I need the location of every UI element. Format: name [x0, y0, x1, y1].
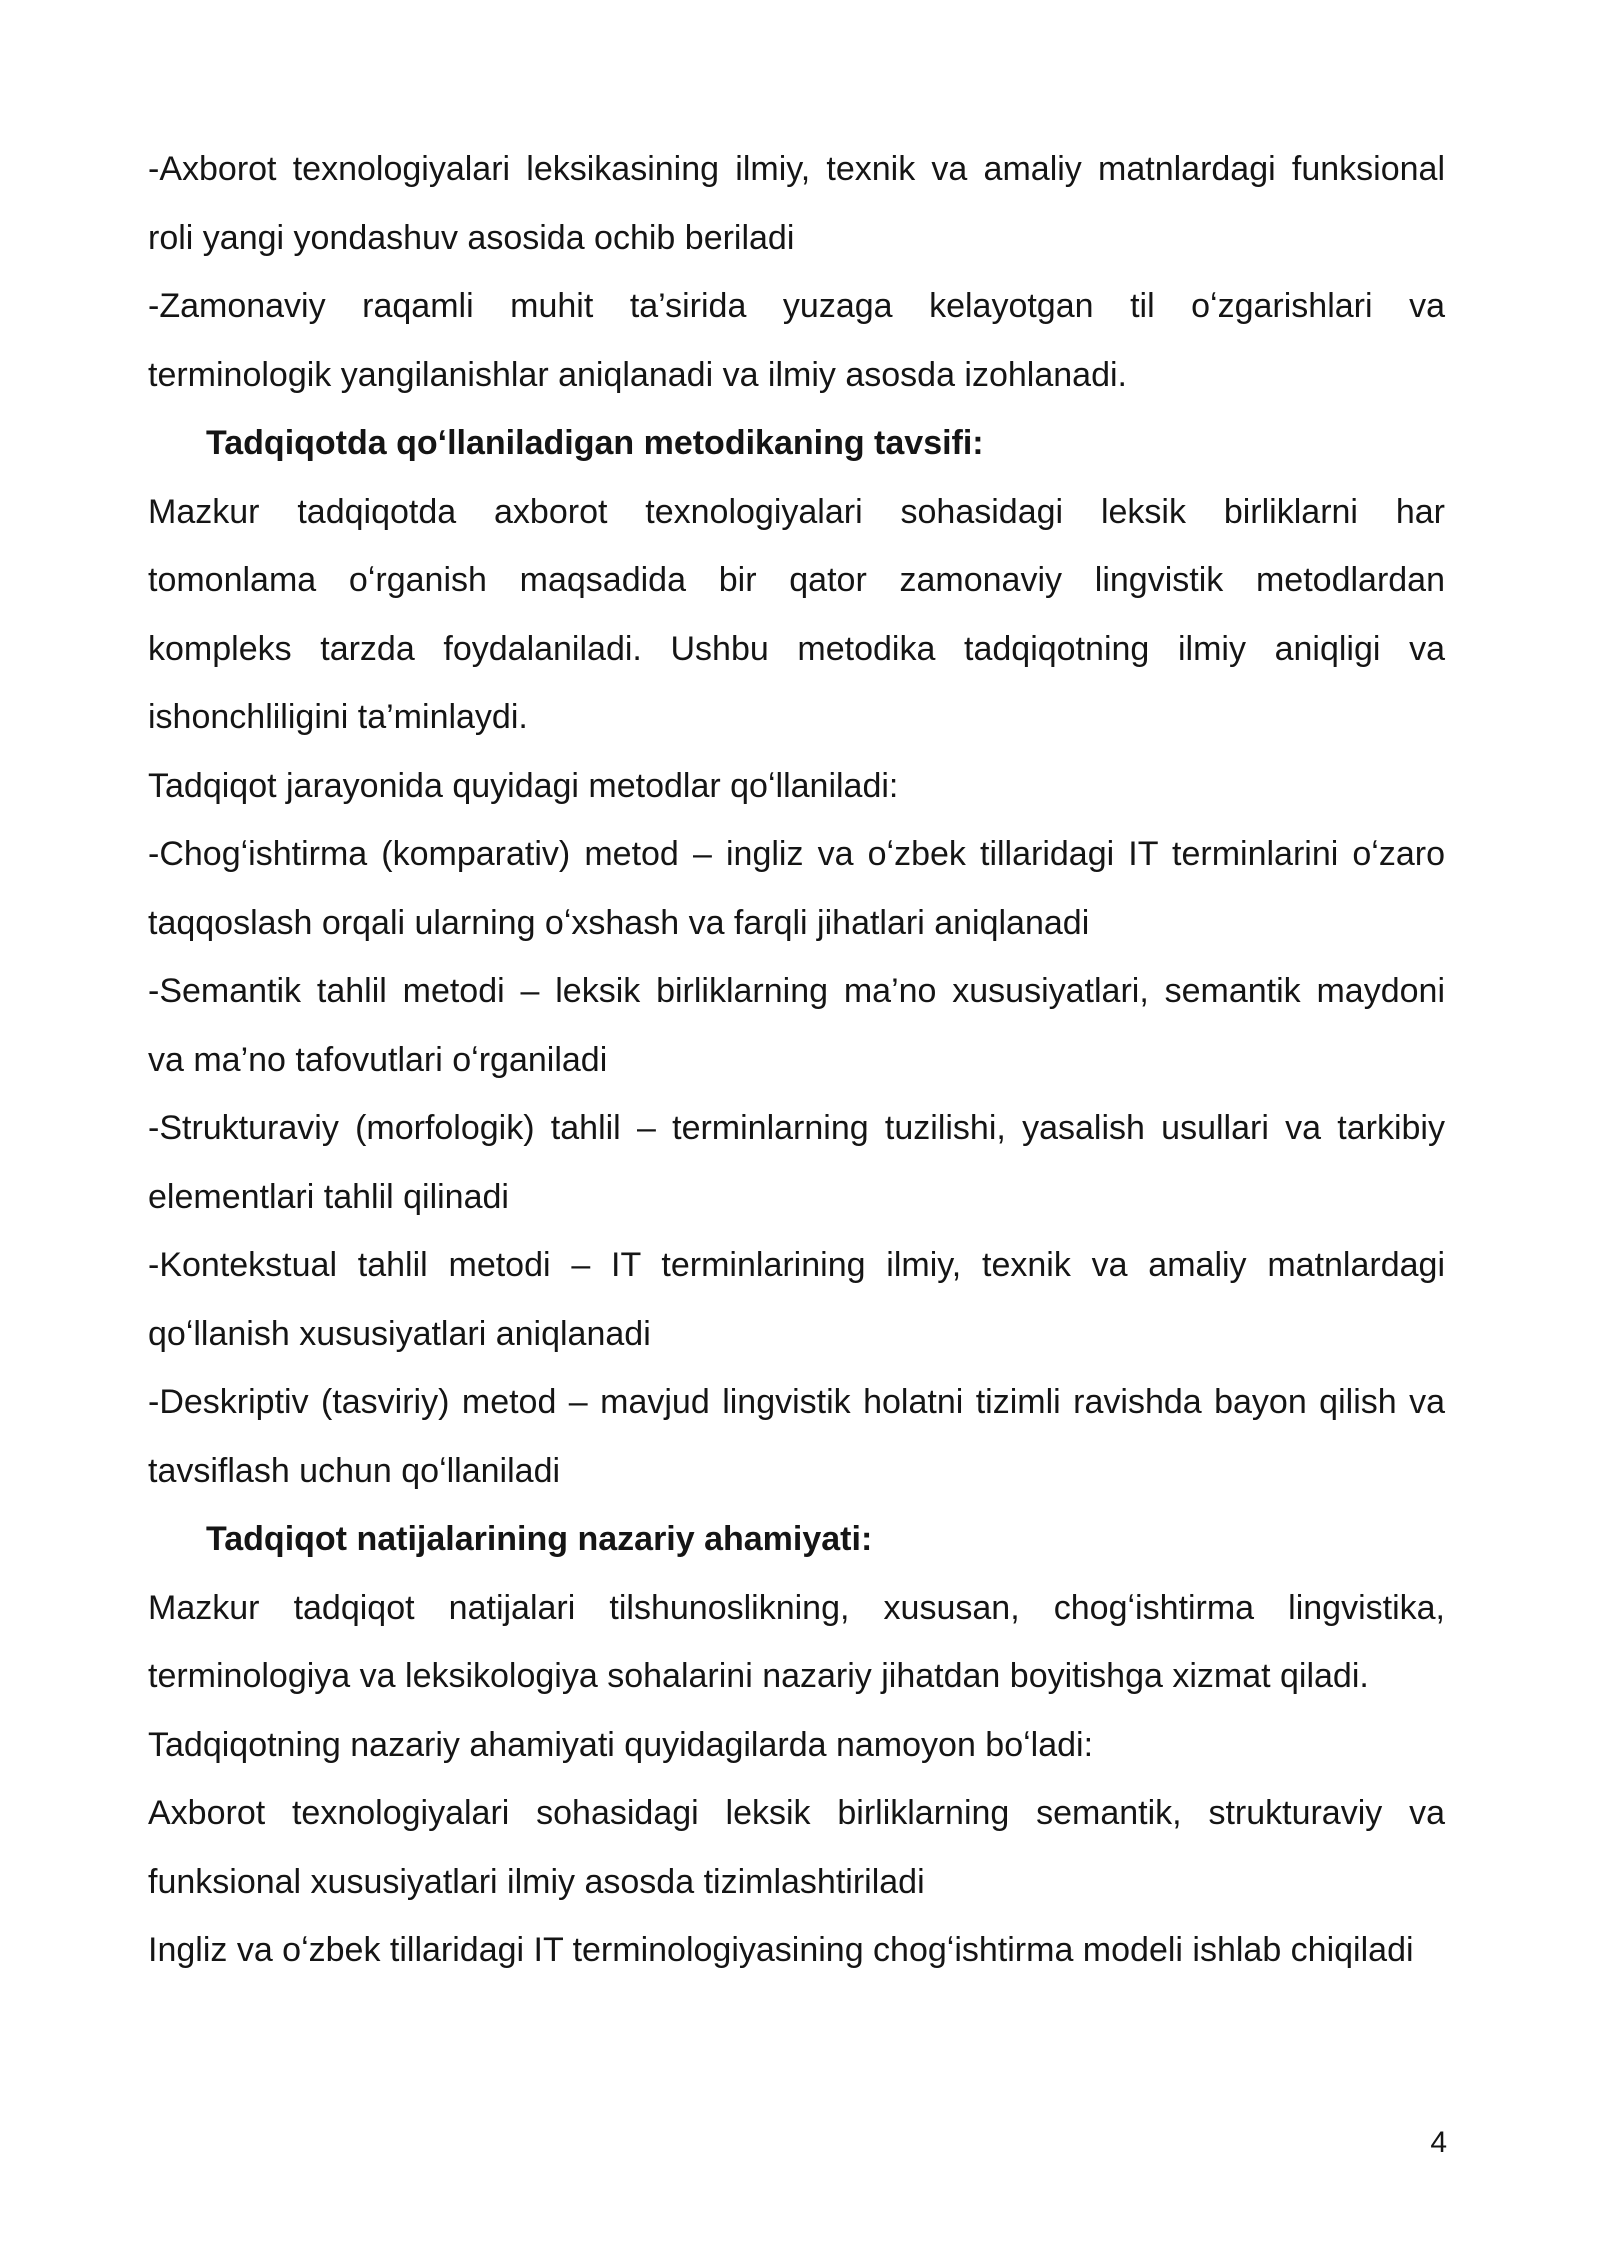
text-line: kompleks tarzda foydalaniladi. Ushbu metodika tadqiqotning ilmiy aniqligi va [148, 629, 1445, 668]
text-line: roli yangi yondashuv asosida ochib beriladi [148, 218, 795, 257]
text-line: qoʻllanish xususiyatlari aniqlanadi [148, 1314, 651, 1353]
text-line: -Zamonaviy raqamli muhit ta’sirida yuzaga kelayotgan til oʻzgarishlari va [148, 287, 1445, 325]
text-line: tomonlama oʻrganish maqsadida bir qator zamonaviy lingvistik metodlardan [148, 561, 1445, 599]
text-line: -Strukturaviy (morfologik) tahlil – terminlarning tuzilishi, yasalish usullari va tarkibiy [148, 1109, 1445, 1147]
page-number: 4 [1430, 2126, 1447, 2159]
text-line: -Chogʻishtirma (komparativ) metod – ingliz va oʻzbek tillaridagi IT terminlarini oʻzaro [148, 835, 1445, 873]
text-line: va ma’no tafovutlari oʻrganiladi [148, 1040, 608, 1079]
text-line: -Deskriptiv (tasviriy) metod – mavjud lingvistik holatni tizimli ravishda bayon qilish va [148, 1383, 1445, 1421]
text-line: ishonchliligini ta’minlaydi. [148, 698, 528, 736]
heading-line: Tadqiqotda qoʻllaniladigan metodikaning tavsifi: [206, 424, 984, 462]
text-line: Mazkur tadqiqotda axborot texnologiyalari sohasidagi leksik birliklarni har [148, 492, 1445, 531]
text-line: terminologiya va leksikologiya sohalarini nazariy jihatdan boyitishga xizmat qiladi. [148, 1657, 1369, 1695]
text-block [148, 135, 1445, 1985]
text-line: Tadqiqot jarayonida quyidagi metodlar qoʻllaniladi: [148, 766, 899, 805]
text-line: tavsiflash uchun qoʻllaniladi [148, 1451, 561, 1490]
text-line: Tadqiqotning nazariy ahamiyati quyidagilarda namoyon boʻladi: [148, 1725, 1094, 1764]
text-line: Mazkur tadqiqot natijalari tilshunoslikning, xususan, chogʻishtirma lingvistika, [148, 1588, 1445, 1627]
text-line: terminologik yangilanishlar aniqlanadi va ilmiy asosda izohlanadi. [148, 355, 1127, 394]
text-line: -Kontekstual tahlil metodi – IT terminlarining ilmiy, texnik va amaliy matnlardagi [148, 1246, 1445, 1284]
text-line: Ingliz va oʻzbek tillaridagi IT terminologiyasining chogʻishtirma modeli ishlab chiqiladi [148, 1931, 1414, 1969]
text-line: Axborot texnologiyalari sohasidagi leksik birliklarning semantik, strukturaviy va [148, 1794, 1445, 1832]
text-line: -Semantik tahlil metodi – leksik birliklarning ma’no xususiyatlari, semantik maydoni [148, 972, 1445, 1010]
text-line: taqqoslash orqali ularning oʻxshash va farqli jihatlari aniqlanadi [148, 903, 1090, 942]
text-line: funksional xususiyatlari ilmiy asosda tizimlashtiriladi [148, 1862, 925, 1901]
text-line: -Axborot texnologiyalari leksikasining ilmiy, texnik va amaliy matnlardagi funksional [148, 150, 1445, 188]
heading-line: Tadqiqot natijalarining nazariy ahamiyati: [206, 1520, 873, 1558]
text-line: elementlari tahlil qilinadi [148, 1177, 509, 1216]
